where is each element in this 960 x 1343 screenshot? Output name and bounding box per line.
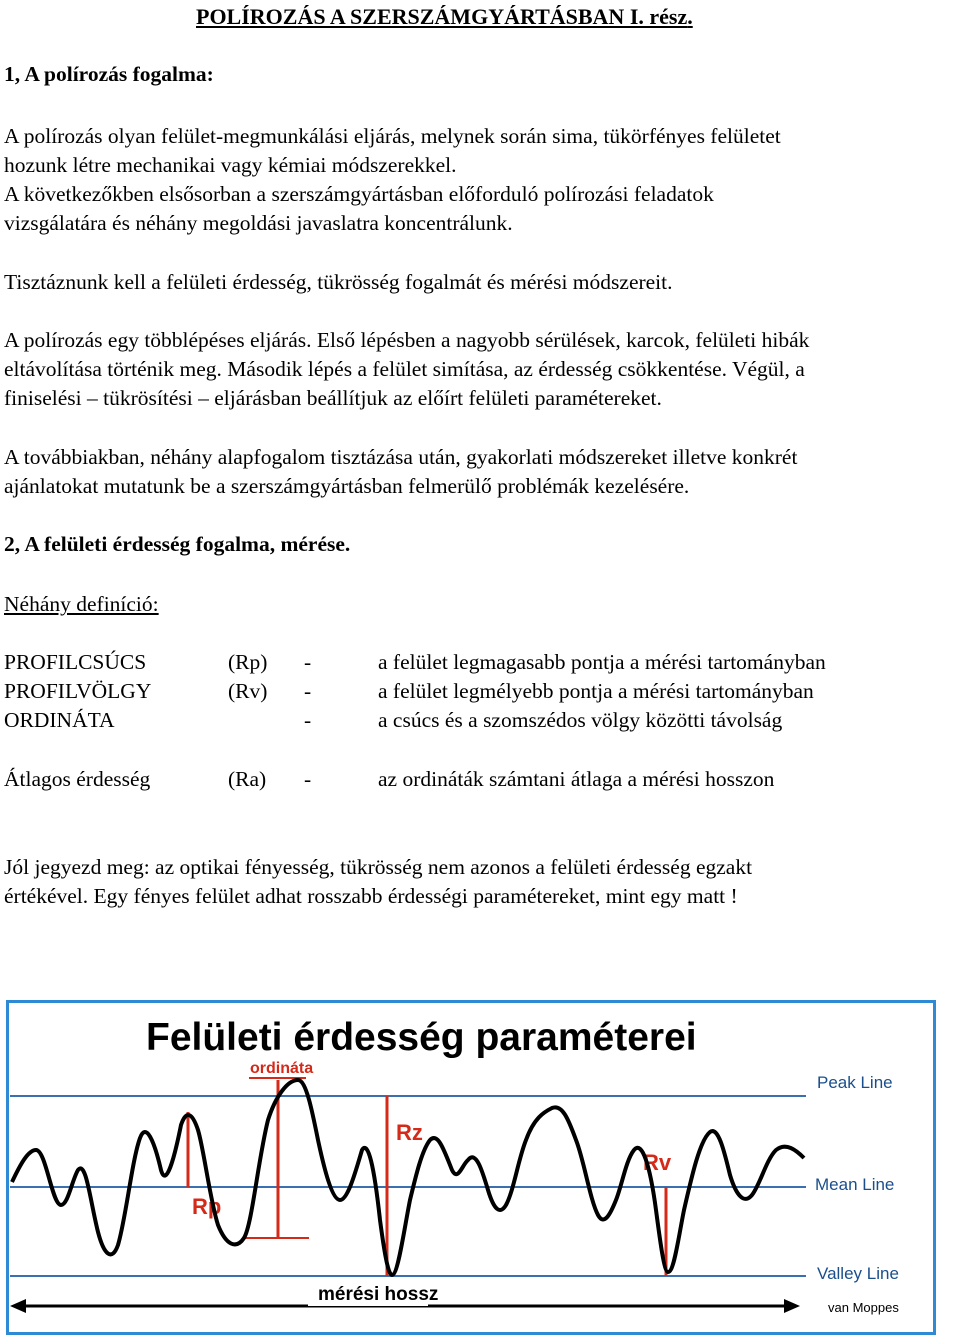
paragraph-line: A polírozás egy többlépéses eljárás. Első lépésben a nagyobb sérülések, karcok, felületi hibák — [4, 328, 810, 352]
definition-dash: - — [304, 650, 312, 674]
paragraph-line: eltávolítása történik meg. Második lépés a felület simítása, az érdesség csökkentése. Végül, a — [4, 357, 805, 381]
definition-desc: a csúcs és a szomszédos völgy közötti távolság — [378, 708, 783, 732]
length-label: mérési hossz — [318, 1284, 439, 1305]
paragraph-line: vizsgálatára és néhány megoldási javaslatra koncentrálunk. — [4, 211, 513, 235]
definition-dash: - — [304, 708, 312, 732]
definition-abbr: (Rv) — [228, 679, 268, 703]
rp-label: Rp — [192, 1194, 222, 1219]
definition-term: PROFILCSÚCS — [4, 650, 147, 674]
note-line: értékével. Egy fényes felület adhat rosszabb érdességi paramétereket, mint egy matt ! — [4, 884, 738, 908]
definition-dash: - — [304, 767, 312, 791]
definition-row — [4, 765, 954, 794]
note-line: Jól jegyezd meg: az optikai fényesség, tükrösség nem azonos a felületi érdesség egzakt — [4, 855, 753, 879]
figure-credit: van Moppes — [828, 1300, 899, 1315]
definition-term: PROFILVÖLGY — [4, 679, 152, 703]
definition-dash: - — [304, 679, 312, 703]
document-title: POLÍROZÁS A SZERSZÁMGYÁRTÁSBAN I. rész. — [196, 4, 693, 29]
definition-row — [4, 648, 954, 677]
definition-abbr: (Ra) — [228, 767, 267, 791]
ordinata-label: ordináta — [250, 1060, 314, 1077]
paragraph-line: A polírozás olyan felület-megmunkálási eljárás, melynek során sima, tükörfényes felületet — [4, 124, 781, 148]
definition-term: Átlagos érdesség — [4, 767, 151, 791]
paragraph-line: Tisztáznunk kell a felületi érdesség, tükrösség fogalmát és mérési módszereit. — [4, 270, 673, 294]
definition-abbr: (Rp) — [228, 650, 268, 674]
figure-title: Felületi érdesség paraméterei — [146, 1016, 697, 1059]
section2-heading: 2, A felületi érdesség fogalma, mérése. — [4, 532, 351, 556]
rv-label: Rv — [643, 1150, 672, 1175]
paragraph-line: hozunk létre mechanikai vagy kémiai módszerekkel. — [4, 153, 457, 177]
definition-desc: az ordináták számtani átlaga a mérési hosszon — [378, 767, 775, 791]
valley-line-label: Valley Line — [817, 1264, 899, 1283]
peak-line-label: Peak Line — [817, 1073, 893, 1092]
definition-term: ORDINÁTA — [4, 708, 115, 732]
paragraph-line: finiselési – tükrösítési – eljárásban beállítjuk az előírt felületi paramétereket. — [4, 386, 662, 410]
section1-heading: 1, A polírozás fogalma: — [4, 62, 214, 86]
rz-label: Rz — [396, 1120, 423, 1145]
definition-desc: a felület legmélyebb pontja a mérési tartományban — [378, 679, 814, 703]
definition-desc: a felület legmagasabb pontja a mérési tartományban — [378, 650, 826, 674]
definition-row — [4, 677, 954, 706]
roughness-figure — [6, 1000, 936, 1335]
paragraph-line: ajánlatokat mutatunk be a szerszámgyártásban felmerülő problémák kezelésére. — [4, 474, 690, 498]
paragraph-line: A továbbiakban, néhány alapfogalom tisztázása után, gyakorlati módszereket illetve konkrét — [4, 445, 798, 469]
mean-line-label: Mean Line — [815, 1175, 895, 1194]
definitions-subheading: Néhány definíció: — [4, 592, 159, 616]
definition-row — [4, 706, 954, 735]
paragraph-line: A következőkben elsősorban a szerszámgyártásban előforduló polírozási feladatok — [4, 182, 714, 206]
